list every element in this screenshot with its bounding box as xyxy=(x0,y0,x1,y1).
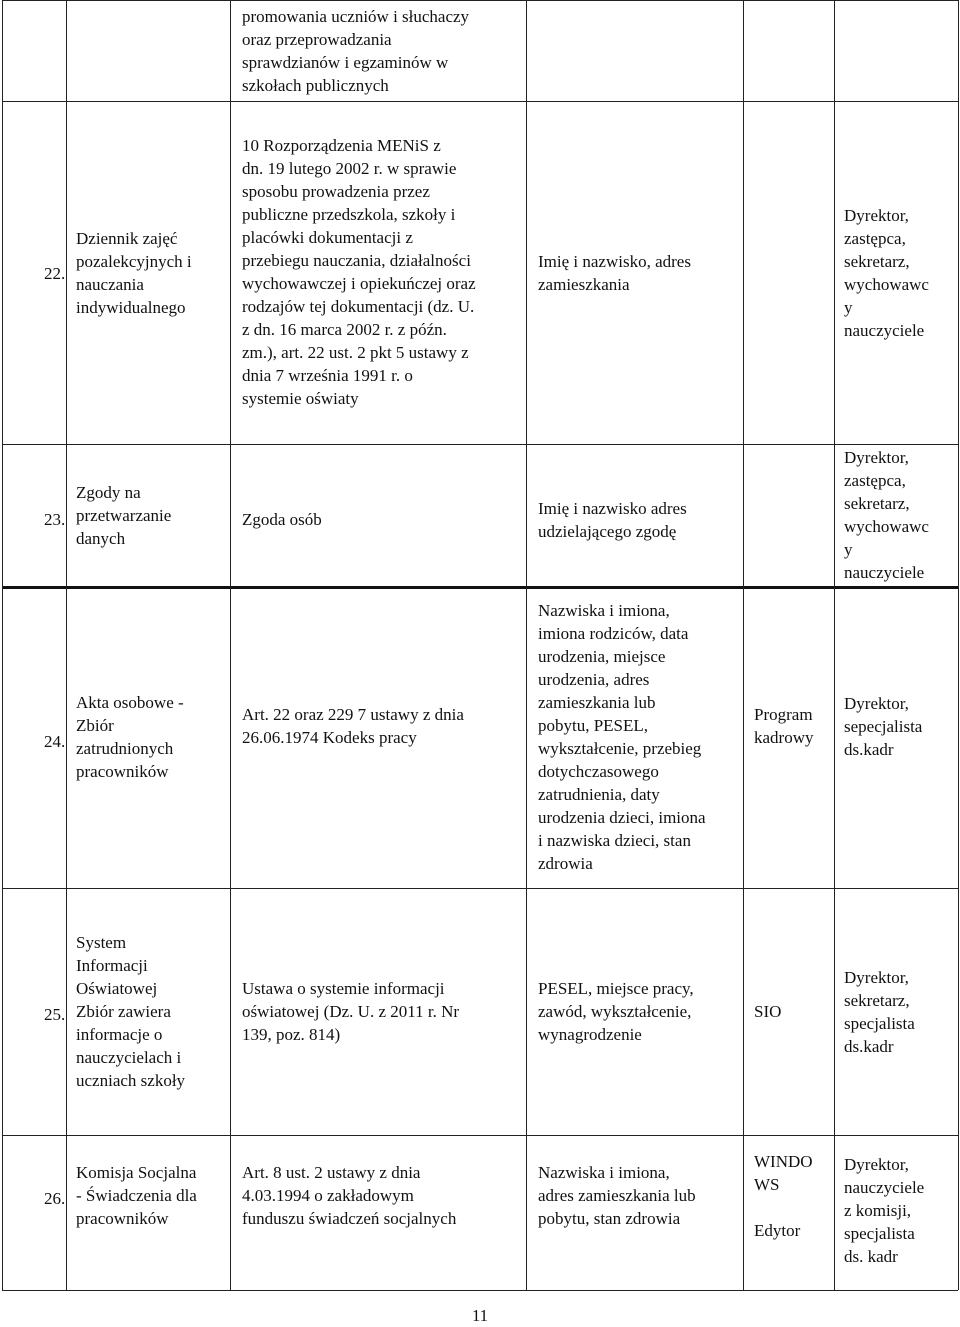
data-scope: Imię i nazwisko adres udzielającego zgodę xyxy=(538,499,687,541)
row-number: 25. xyxy=(44,1005,66,1024)
legal-basis-continuation: promowania uczniów i słuchaczy oraz przeprowadzania sprawdzianów i egzaminów w szkołach publicznych xyxy=(242,6,470,95)
access-persons: Dyrektor, sepecjalista ds.kadr xyxy=(844,693,923,759)
access-persons: Dyrektor, zastępca, sekretarz, wychowawc y nauczyciele xyxy=(844,205,929,340)
system-name: WINDO WS Edytor xyxy=(754,1152,813,1240)
row-number: 23. xyxy=(44,510,66,529)
legal-basis: 10 Rozporządzenia MENiS z dn. 19 lutego 2002 r. w sprawie sposobu prowadzenia przez publiczne przedszkola, szkoły i placówki dokumentacji z przebiegu nauczania, działalności wychowawczej i opiekuńczej oraz rodzajów tej dokumentacji (dz. U. z dn. 16 marca 2002 r. z późn. zm.), art. 22 ust. 2 pkt 5 ustawy z dnia 7 września 1991 r. o systemie oświaty xyxy=(242,136,476,408)
row-divider xyxy=(2,1135,958,1136)
column-divider xyxy=(526,0,527,1290)
row-number: 24. xyxy=(44,732,66,751)
access-persons: Dyrektor, zastępca, sekretarz, wychowawc y nauczyciele xyxy=(844,448,929,582)
column-divider xyxy=(230,0,231,1290)
legal-basis: Zgoda osób xyxy=(242,509,322,529)
column-divider xyxy=(743,0,744,1290)
access-persons: Dyrektor, nauczyciele z komisji, specjalista ds. kadr xyxy=(844,1154,925,1266)
record-name: System Informacji Oświatowej Zbiór zawiera informacje o nauczycielach i uczniach szkoły xyxy=(76,933,186,1090)
legal-basis: Art. 8 ust. 2 ustawy z dnia 4.03.1994 o zakładowym funduszu świadczeń socjalnych xyxy=(242,1162,457,1228)
column-divider xyxy=(834,0,835,1290)
record-name: Dziennik zajęć pozalekcyjnych i nauczania indywidualnego xyxy=(76,228,192,317)
page-number: 11 xyxy=(471,1306,489,1325)
row-number: 26. xyxy=(44,1189,66,1208)
access-persons: Dyrektor, sekretarz, specjalista ds.kadr xyxy=(844,967,915,1056)
system-name xyxy=(746,101,832,444)
row-number: 22. xyxy=(44,264,66,283)
column-divider xyxy=(958,0,959,1290)
data-scope: PESEL, miejsce pracy, zawód, wykształcenie, wynagrodzenie xyxy=(538,979,694,1044)
record-name: Zgody na przetwarzanie danych xyxy=(76,482,172,548)
record-name: Akta osobowe - Zbiór zatrudnionych pracowników xyxy=(76,693,184,781)
system-name: Program kadrowy xyxy=(754,705,814,747)
system-name: SIO xyxy=(754,1002,782,1021)
table-border-top xyxy=(2,0,958,1)
column-divider xyxy=(66,0,67,1290)
legal-basis: Art. 22 oraz 229 7 ustawy z dnia 26.06.1974 Kodeks pracy xyxy=(242,705,464,747)
table-border-bottom xyxy=(2,1290,958,1291)
legal-basis: Ustawa o systemie informacji oświatowej (Dz. U. z 2011 r. Nr 139, poz. 814) xyxy=(242,979,460,1044)
system-name xyxy=(746,444,832,586)
data-scope: Nazwiska i imiona, adres zamieszkania lub pobytu, stan zdrowia xyxy=(538,1162,696,1228)
column-divider xyxy=(2,0,3,1290)
record-name: Komisja Socjalna - Świadczenia dla pracowników xyxy=(76,1162,197,1228)
data-scope: Imię i nazwisko, adres zamieszkania xyxy=(538,251,691,294)
data-scope: Nazwiska i imiona, imiona rodziców, data urodzenia, miejsce urodzenia, adres zamieszkania lub pobytu, PESEL, wykształcenie, przebieg dotychczasowego zatrudnienia, daty urodzenia dzieci, imiona i nazwiska dzieci, stan zdrowia xyxy=(538,601,706,873)
